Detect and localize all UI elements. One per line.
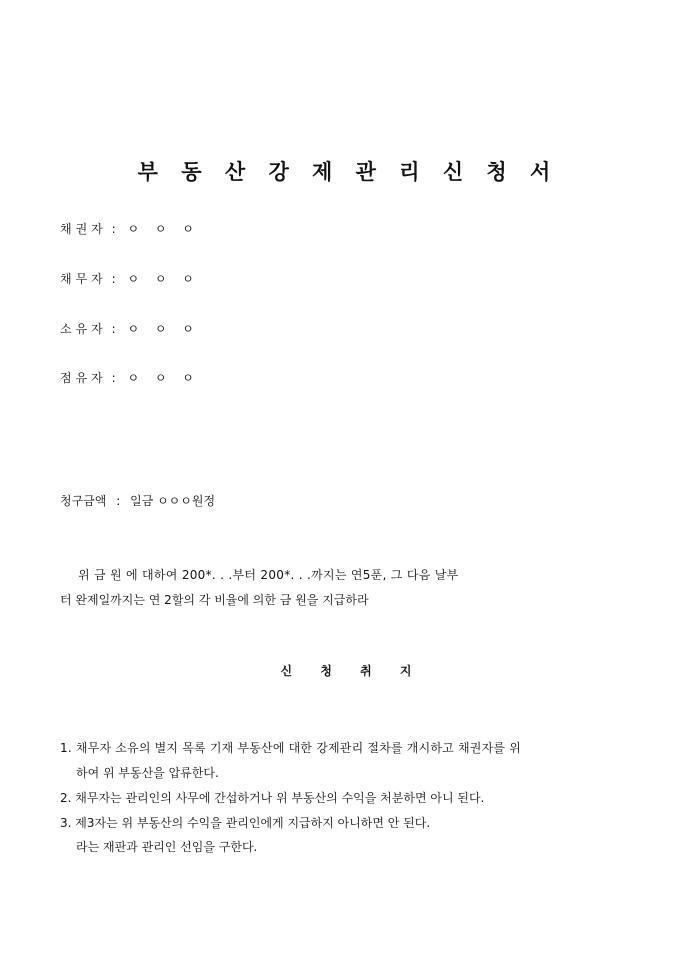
party-value: ㅇ ㅇ ㅇ xyxy=(127,322,200,336)
party-colon: : xyxy=(111,272,117,286)
party-label: 채무자 xyxy=(60,272,107,286)
party-colon: : xyxy=(111,371,117,385)
party-label: 채권자 xyxy=(60,222,107,236)
party-label: 소유자 xyxy=(60,322,107,336)
party-creditor xyxy=(60,220,200,237)
party-occupant xyxy=(60,369,200,386)
purpose-item-1-continued: 하여 위 부동산을 압류한다. xyxy=(76,766,219,780)
purpose-item-2: 2. 채무자는 관리인의 사무에 간섭하거나 위 부동산의 수익을 처분하면 아니 된다. xyxy=(60,791,485,805)
claim-amount-value: 일금 ㅇㅇㅇ원정 xyxy=(130,494,216,508)
claim-text-line-1: 위 금 원 에 대하여 200*. . .부터 200*. . .까지는 연5푼, 그 다음 날부 xyxy=(78,568,459,582)
purpose-item-3: 3. 제3자는 위 부동산의 수익을 관리인에게 지급하지 아니하면 안 된다. xyxy=(60,816,431,830)
closing-statement: 라는 재판과 관리인 선임을 구한다. xyxy=(76,840,258,854)
party-value: ㅇ ㅇ ㅇ xyxy=(127,222,200,236)
claim-amount xyxy=(60,492,215,509)
claim-amount-label: 청구금액 xyxy=(60,494,107,508)
party-value: ㅇ ㅇ ㅇ xyxy=(127,272,200,286)
purpose-item-1: 1. 채무자 소유의 별지 목록 기재 부동산에 대한 강제관리 절차를 개시하고 채권자를 위 xyxy=(60,741,521,755)
party-owner xyxy=(60,320,200,337)
section-title-purpose: 신 청 취 지 xyxy=(280,664,424,678)
document-title: 부 동 산 강 제 관 리 신 청 서 xyxy=(137,159,559,184)
party-colon: : xyxy=(111,222,117,236)
party-label: 점유자 xyxy=(60,371,107,385)
party-value: ㅇ ㅇ ㅇ xyxy=(127,371,200,385)
claim-amount-colon: : xyxy=(116,494,121,508)
claim-text-line-2: 터 완제일까지는 연 2할의 각 비율에 의한 금 원을 지급하라 xyxy=(60,593,369,607)
party-debtor xyxy=(60,270,200,287)
party-colon: : xyxy=(111,322,117,336)
